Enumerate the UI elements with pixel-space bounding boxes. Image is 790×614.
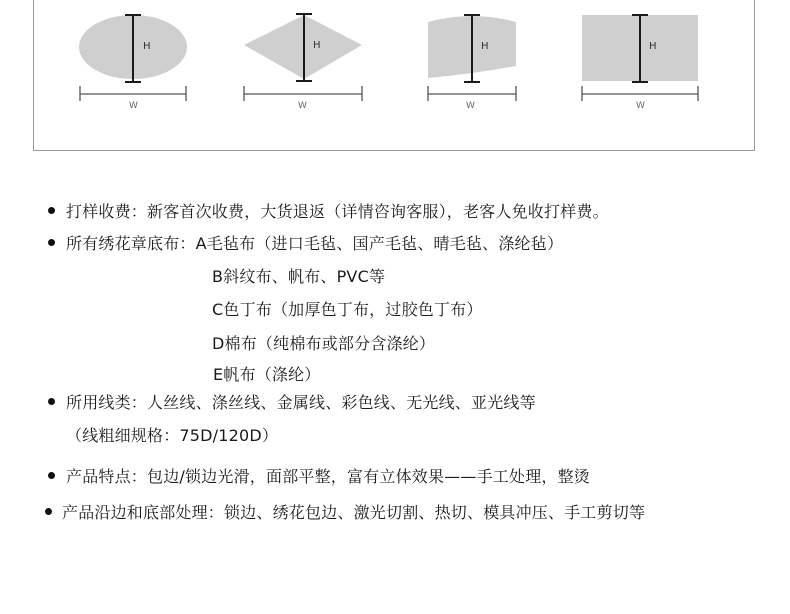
width-label: W <box>298 101 307 111</box>
thread-spec-text: （线粗细规格：75D/120D） <box>66 426 279 445</box>
edge-processing-text: 产品沿边和底部处理：锁边、绣花包边、激光切割、热切、模具冲压、手工剪切等 <box>62 503 646 522</box>
material-d-text: D棉布（纯棉布或部分含涤纶） <box>212 334 436 353</box>
threads-text: 所用线类：人丝线、涤丝线、金属线、彩色线、无光线、亚光线等 <box>66 393 536 412</box>
height-label: H <box>143 41 151 52</box>
bullet-icon <box>48 472 55 479</box>
material-c-text: C色丁布（加厚色丁布，过胶色丁布） <box>212 300 483 319</box>
features-text: 产品特点：包边/锁边光滑，面部平整，富有立体效果——手工处理，整烫 <box>66 467 590 486</box>
height-label: H <box>313 40 321 51</box>
bullet-icon <box>48 398 55 405</box>
width-label: W <box>466 101 475 111</box>
materials-intro-text: 所有绣花章底布：A毛毡布（进口毛毡、国产毛毡、晴毛毡、涤纶毡） <box>66 234 564 253</box>
height-label: H <box>481 41 489 52</box>
bullet-icon <box>48 207 55 214</box>
height-label: H <box>649 41 657 52</box>
width-label: W <box>129 101 138 111</box>
material-b-text: B斜纹布、帆布、PVC等 <box>212 267 386 286</box>
bullet-icon <box>48 239 55 246</box>
bullet-icon <box>45 508 52 515</box>
sampling-fee-text: 打样收费：新客首次收费，大货退返（详情咨询客服），老客人免收打样费。 <box>66 202 609 221</box>
width-label: W <box>636 101 645 111</box>
material-e-text: E帆布（涤纶） <box>213 365 321 384</box>
